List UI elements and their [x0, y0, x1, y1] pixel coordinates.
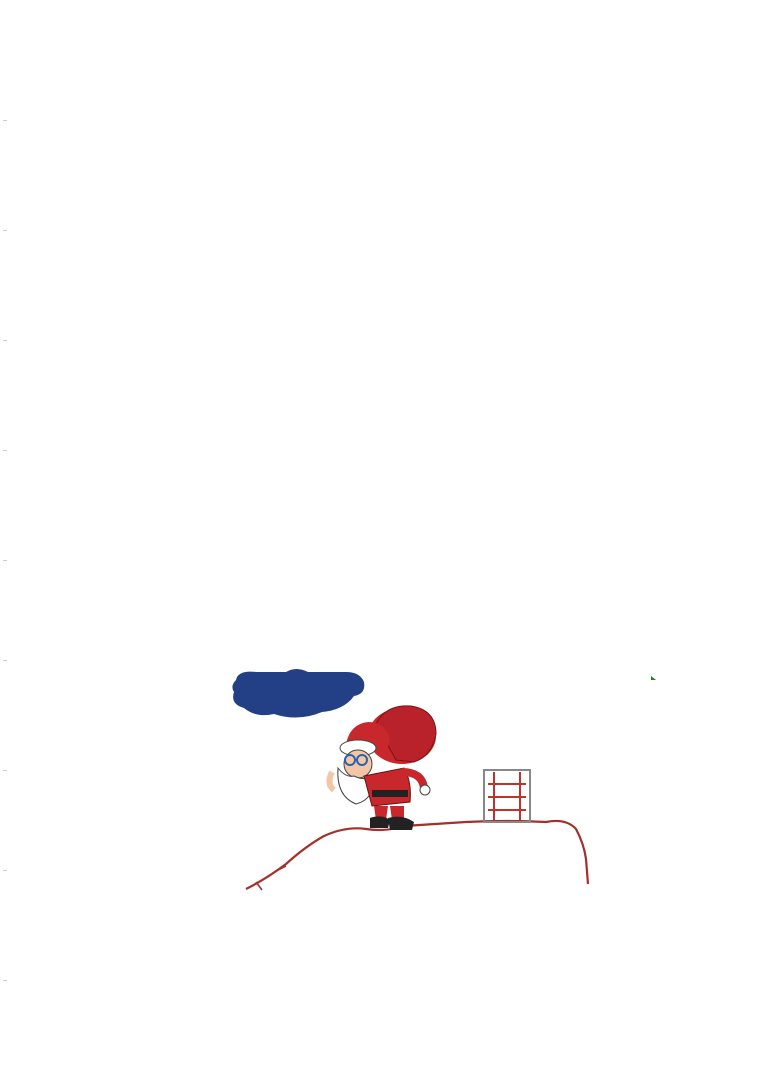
wordart-title: [108, 158, 528, 298]
scan-edge-marks: [0, 0, 12, 1086]
cloud-icon: [232, 669, 364, 718]
roof-line: [246, 821, 588, 889]
chimney-icon: [484, 770, 530, 822]
santa-figure: [329, 706, 436, 830]
santa-on-roof-illustration: [226, 664, 666, 914]
